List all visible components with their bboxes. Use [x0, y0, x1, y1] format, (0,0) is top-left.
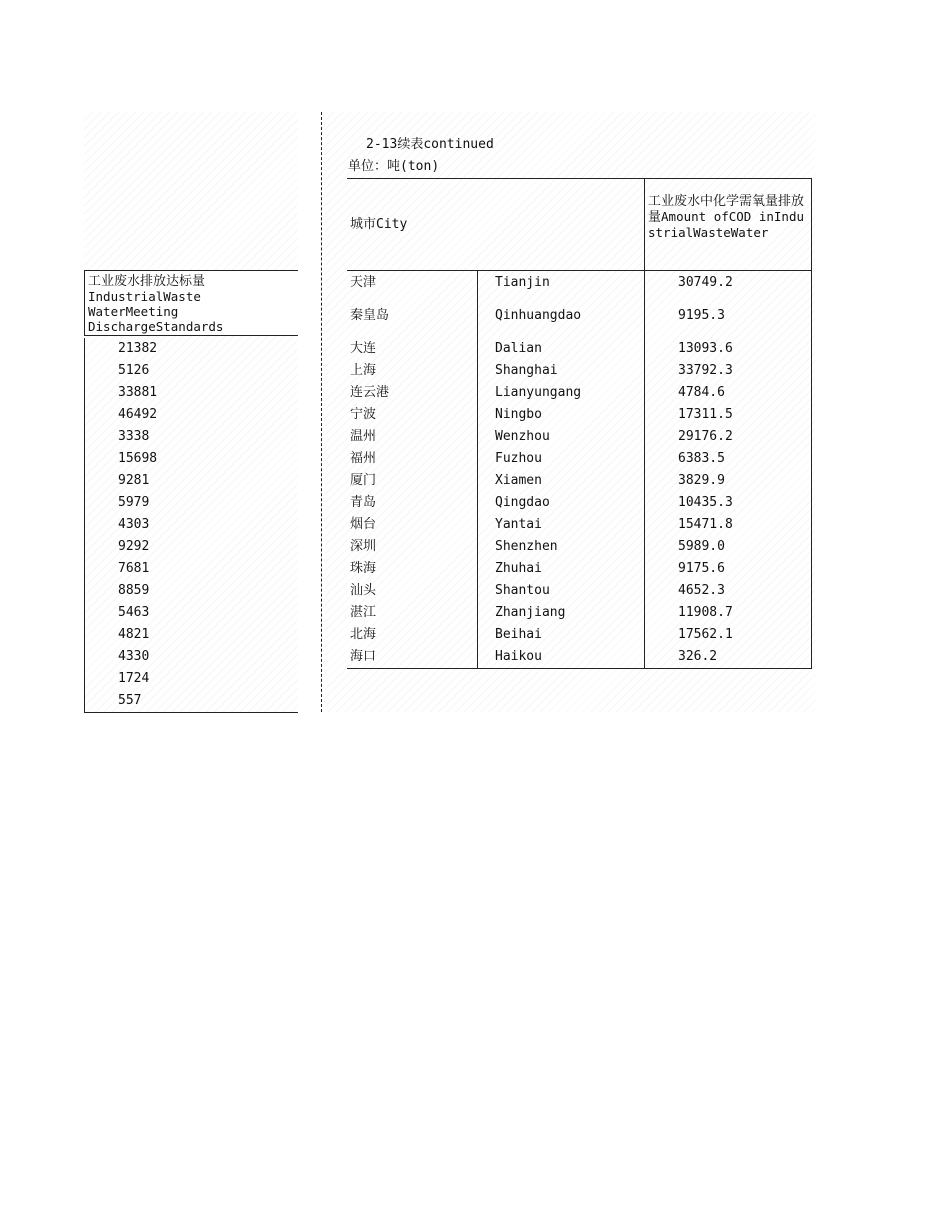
header-en-line: IndustrialWaste	[88, 289, 201, 304]
cod-value: 13093.6	[678, 341, 733, 356]
table-row	[347, 305, 812, 327]
table-row	[347, 382, 812, 404]
city-name-zh: 北海	[350, 627, 377, 642]
city-name-en: Zhuhai	[495, 561, 542, 576]
city-name-zh: 厦门	[350, 473, 377, 488]
city-name-en: Shenzhen	[495, 539, 558, 554]
title-zh: 续表	[397, 137, 424, 152]
city-name-en: Beihai	[495, 627, 542, 642]
cod-value: 30749.2	[678, 275, 733, 290]
cod-value: 5989.0	[678, 539, 725, 554]
table-header-rule	[347, 270, 812, 271]
table-row	[347, 492, 812, 514]
city-name-en: Zhanjiang	[495, 605, 566, 620]
table-row	[347, 514, 812, 536]
discharge-value: 4330	[118, 649, 150, 664]
cod-value: 9195.3	[678, 308, 725, 323]
city-name-en: Fuzhou	[495, 451, 542, 466]
discharge-standards-column	[84, 338, 298, 713]
city-name-en: Qingdao	[495, 495, 550, 510]
table-row	[347, 558, 812, 580]
city-name-zh: 深圳	[350, 539, 377, 554]
table-row	[347, 448, 812, 470]
table-title	[366, 137, 494, 153]
cod-value: 10435.3	[678, 495, 733, 510]
table-row	[347, 426, 812, 448]
city-name-zh: 天津	[350, 275, 377, 290]
discharge-value: 9281	[118, 473, 150, 488]
table-row	[347, 602, 812, 624]
title-en: continued	[423, 137, 494, 152]
cod-header-zh: 工业废水中化学需氧量排放量	[648, 194, 805, 225]
cod-value: 17562.1	[678, 627, 733, 642]
discharge-value: 5126	[118, 363, 150, 378]
table-row	[347, 646, 812, 668]
city-name-en: Shanghai	[495, 363, 558, 378]
discharge-value: 3338	[118, 429, 150, 444]
city-name-zh: 海口	[350, 649, 377, 664]
table-row	[347, 338, 812, 360]
discharge-value: 557	[118, 693, 142, 708]
city-name-zh: 大连	[350, 341, 377, 356]
cod-value: 17311.5	[678, 407, 733, 422]
discharge-value: 4821	[118, 627, 150, 642]
discharge-value: 5463	[118, 605, 150, 620]
city-name-zh: 珠海	[350, 561, 377, 576]
city-name-en: Wenzhou	[495, 429, 550, 444]
discharge-standards-header	[84, 270, 298, 336]
table-row	[347, 536, 812, 558]
unit-label	[348, 159, 439, 175]
city-name-zh: 温州	[350, 429, 377, 444]
page-divider	[321, 112, 322, 712]
discharge-value: 46492	[118, 407, 158, 422]
cod-value: 33792.3	[678, 363, 733, 378]
table-row	[347, 624, 812, 646]
city-column-header	[350, 217, 407, 233]
table-row	[347, 580, 812, 602]
cod-value: 3829.9	[678, 473, 725, 488]
city-name-zh: 湛江	[350, 605, 377, 620]
city-name-zh: 青岛	[350, 495, 377, 510]
discharge-value: 15698	[118, 451, 158, 466]
table-number: 2-13	[366, 137, 398, 152]
city-name-en: Tianjin	[495, 275, 550, 290]
discharge-value: 9292	[118, 539, 150, 554]
cod-value: 6383.5	[678, 451, 725, 466]
city-name-en: Lianyungang	[495, 385, 582, 400]
city-name-en: Yantai	[495, 517, 542, 532]
discharge-value: 7681	[118, 561, 150, 576]
cod-value: 4784.6	[678, 385, 725, 400]
city-name-en: Shantou	[495, 583, 550, 598]
city-name-zh: 烟台	[350, 517, 377, 532]
unit-en: (ton)	[400, 159, 440, 174]
city-header-en: City	[376, 217, 408, 232]
discharge-value: 21382	[118, 341, 158, 356]
unit-zh: 单位：吨	[348, 159, 401, 174]
cod-value: 4652.3	[678, 583, 725, 598]
table-row	[347, 404, 812, 426]
cod-header-en: Amount ofCOD inIndustrialWasteWater	[648, 209, 805, 240]
city-name-zh: 上海	[350, 363, 377, 378]
city-name-en: Dalian	[495, 341, 542, 356]
city-name-en: Haikou	[495, 649, 542, 664]
header-zh: 工业废水排放达标量	[88, 274, 206, 289]
cod-value: 29176.2	[678, 429, 733, 444]
cod-value: 11908.7	[678, 605, 733, 620]
city-name-en: Ningbo	[495, 407, 542, 422]
discharge-value: 1724	[118, 671, 150, 686]
cod-value: 326.2	[678, 649, 718, 664]
header-en-line: DischargeStandards	[88, 319, 224, 334]
city-name-zh: 连云港	[350, 385, 390, 400]
table-row	[347, 470, 812, 492]
city-name-zh: 秦皇岛	[350, 308, 390, 323]
discharge-value: 5979	[118, 495, 150, 510]
discharge-value: 8859	[118, 583, 150, 598]
city-name-en: Xiamen	[495, 473, 542, 488]
header-en-line: WaterMeeting	[88, 304, 179, 319]
city-name-zh: 宁波	[350, 407, 377, 422]
city-name-zh: 福州	[350, 451, 377, 466]
cod-column-header	[648, 193, 808, 240]
discharge-value: 33881	[118, 385, 158, 400]
table-row	[347, 360, 812, 382]
city-name-zh: 汕头	[350, 583, 377, 598]
city-header-zh: 城市	[350, 217, 377, 232]
table-row	[347, 272, 812, 294]
discharge-value: 4303	[118, 517, 150, 532]
city-name-en: Qinhuangdao	[495, 308, 582, 323]
cod-value: 9175.6	[678, 561, 725, 576]
cod-value: 15471.8	[678, 517, 733, 532]
